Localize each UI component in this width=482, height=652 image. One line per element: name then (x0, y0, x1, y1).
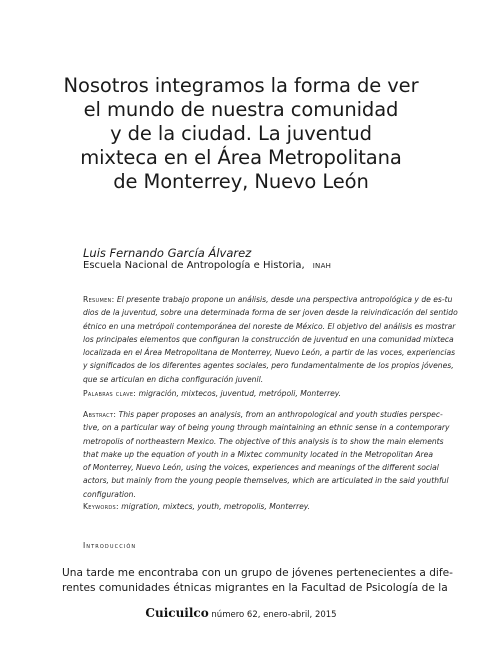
body-paragraph (62, 566, 453, 595)
abstract-line: actors, but mainly from the young people themselves, which are articulated in the said youthful (83, 476, 449, 486)
abstract-line: of Monterrey, Nuevo León, using the voices, experiences and meanings of the different social (83, 463, 439, 473)
palabras-clave-block (83, 387, 399, 400)
resumen-text: El presente trabajo propone un análisis, desde una perspectiva antropológica y de es-tu (116, 295, 453, 304)
resumen-line (83, 293, 453, 306)
body-line: rentes comunidades étnicas migrantes en la Facultad de Psicología de la (62, 581, 448, 594)
issue-info: número 62, enero-abril, 2015 (211, 610, 337, 620)
section-heading: Introducción (83, 541, 137, 550)
resumen-line: dios de la juventud, sobre una determinada forma de ser joven desde la reivindicación del sentido (83, 308, 458, 318)
keywords-label: Keywords: (83, 502, 119, 511)
author-affiliation (83, 260, 331, 271)
abstract-label: Abstract: (83, 410, 117, 419)
resumen-line: y significados de los diferentes agentes sociales, pero fundamentalmente de los propios jóvenes, (83, 361, 454, 371)
title-line: de Monterrey, Nuevo León (113, 170, 369, 193)
abstract-line (83, 408, 443, 421)
abstract-line: configuration. (83, 489, 136, 499)
journal-logo: Cuicuilco (145, 606, 209, 620)
resumen-label: Resumen: (83, 295, 115, 304)
abstract-block (83, 408, 450, 501)
title-line: el mundo de nuestra comunidad (83, 98, 399, 121)
abstract-line: metropolis of northeastern Mexico. The objective of this analysis is to show the main elements (83, 436, 444, 446)
title-line: Nosotros integramos la forma de ver (63, 74, 419, 97)
resumen-line: étnico en una metrópoli contemporánea del noreste de México. El objetivo del análisis es mostrar (83, 321, 456, 331)
body-line: Una tarde me encontraba con un grupo de jóvenes pertenecientes a dife- (62, 567, 453, 579)
keywords-block (83, 500, 399, 513)
abstract-line: tive, on a particular way of being young through maintaining an ethnic sense in a contemporary (83, 423, 450, 433)
palabras-clave-label: Palabras clave: (83, 389, 137, 398)
resumen-block (83, 293, 458, 386)
palabras-clave-text: migración, mixtecos, juventud, metrópoli, Monterrey. (138, 389, 342, 398)
title-line: mixteca en el Área Metropolitana (80, 146, 402, 169)
keywords-text: migration, mixtecs, youth, metropolis, Monterrey. (121, 502, 311, 511)
affiliation-text: Escuela Nacional de Antropología e Historia, (83, 260, 305, 271)
resumen-line: que se articulan en dicha configuración juvenil. (83, 374, 264, 384)
abstract-line: that make up the equation of youth in a Mixtec community located in the Metropolitan Area (83, 449, 433, 459)
resumen-line: localizada en el Área Metropolitana de Monterrey, Nuevo León, a partir de las voces, experiencias (83, 348, 456, 358)
resumen-line: los principales elementos que configuran la construcción de juventud en una comunidad mixteca (83, 334, 454, 344)
institution-code: INAH (312, 262, 332, 270)
title-line: y de la ciudad. La juventud (110, 122, 372, 145)
page-footer (0, 606, 482, 620)
article-title (60, 74, 422, 194)
abstract-text: This paper proposes an analysis, from an anthropological and youth studies perspec- (118, 410, 443, 419)
author-name: Luis Fernando García Álvarez (83, 246, 252, 260)
